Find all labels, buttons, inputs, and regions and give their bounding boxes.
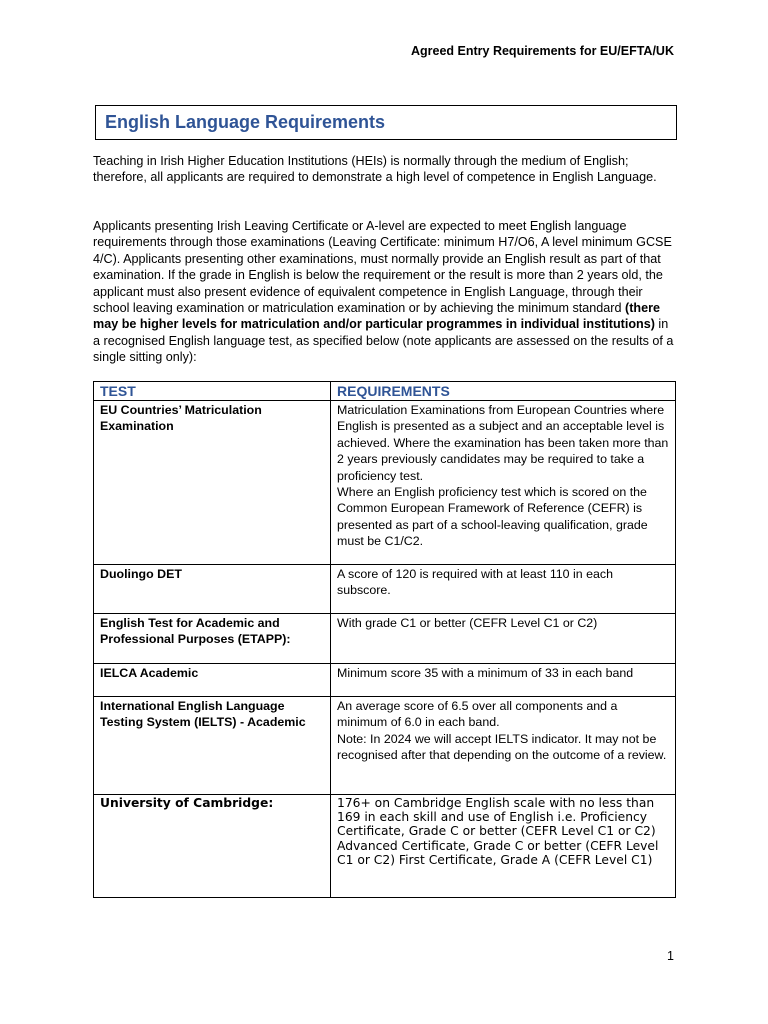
requirement-note: Note: In 2024 we will accept IELTS indicator. It may not be recognised after that depending on the outcome of a review. <box>337 731 667 763</box>
test-column-header: TEST <box>94 382 331 401</box>
requirements-table <box>93 381 676 898</box>
requirements-cell <box>331 697 676 795</box>
table-row <box>94 401 676 565</box>
paragraph-text-end: in a recognised English language test, as specified below (note applicants are assessed on the results of a single sitting only): <box>93 317 674 365</box>
requirements-cell: A score of 120 is required with at least 110 in each subscore. <box>331 565 676 614</box>
requirement-text: An average score of 6.5 over all components and a minimum of 6.0 in each band. <box>337 699 618 730</box>
requirement-note: Where an English proficiency test which is scored on the Common European Framework of Reference (CEFR) is presented as part of a school-leaving qualification, grade must be C1/C2. <box>337 485 648 549</box>
paragraph-bold-text: (there may be higher levels for matriculation and/or particular programmes in individual institutions) <box>93 301 661 332</box>
intro-paragraph: Teaching in Irish Higher Education Institutions (HEIs) is normally through the medium of English; therefore, all applicants are required to demonstrate a high level of competence in English Language. <box>93 154 657 185</box>
page-number: 1 <box>667 949 674 963</box>
requirements-cell: Minimum score 35 with a minimum of 33 in each band <box>331 664 676 697</box>
table-row <box>94 664 676 697</box>
requirements-cell: With grade C1 or better (CEFR Level C1 or C2) <box>331 614 676 664</box>
table-row <box>94 795 676 898</box>
title-box <box>95 105 677 140</box>
paragraph-text: Applicants presenting Irish Leaving Certificate or A-level are expected to meet English language requirements through those examinations (Leaving Certificate: minimum H7/O6, A level minimum GCSE 4/C). Applicants presenting other examinations, must normally provide an English result as part of that examination. If the grade in English is below the requirement or the result is more than 2 years old, the applicant must also present evidence of equivalent competence in English Language, through their school leaving examination or matriculation examination or by achieving the minimum standard <box>93 219 672 316</box>
document-header: Agreed Entry Requirements for EU/EFTA/UK <box>410 44 674 58</box>
test-cell: English Test for Academic and Professional Purposes (ETAPP): <box>94 614 331 664</box>
requirements-column-header: REQUIREMENTS <box>331 382 676 401</box>
page-title: English Language Requirements <box>105 112 386 132</box>
table-row <box>94 565 676 614</box>
test-cell: IELCA Academic <box>94 664 331 697</box>
requirements-cell <box>331 401 676 565</box>
test-cell: International English Language Testing System (IELTS) - Academic <box>94 697 331 795</box>
requirements-paragraph <box>93 218 677 366</box>
test-cell: EU Countries’ Matriculation Examination <box>94 401 331 565</box>
table-row <box>94 697 676 795</box>
test-cell: Duolingo DET <box>94 565 331 614</box>
requirements-cell: 176+ on Cambridge English scale with no less than 169 in each skill and use of English i.e. Proficiency Certificate, Grade C or better (CEFR Level C1 or C2) Advanced Certificate, Grade C or better (CEFR Level C1 or C2) First Certificate, Grade A (CEFR Level C1) <box>331 795 676 898</box>
table-header-row <box>94 382 676 401</box>
requirement-text: Matriculation Examinations from European Countries where English is presented as a subject and an acceptable level is achieved. Where the examination has been taken more than 2 years previously candidates may be required to take a proficiency test. <box>337 403 669 483</box>
table-row <box>94 614 676 664</box>
test-cell: University of Cambridge: <box>94 795 331 898</box>
